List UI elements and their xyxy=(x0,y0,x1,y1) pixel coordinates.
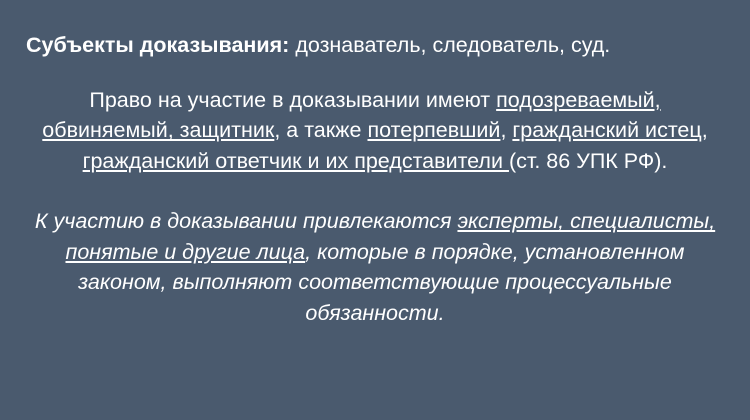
paragraph-subjects xyxy=(26,32,724,59)
participation-text-3: , xyxy=(500,118,513,143)
subjects-lead-label: Субъекты доказывания: xyxy=(26,33,290,57)
paragraph-involved-persons xyxy=(26,206,724,328)
involved-text-1: К участию в доказывании привлекаются xyxy=(34,209,458,234)
participation-text-2: , а также xyxy=(274,118,368,143)
subjects-list-text: дознаватель, следователь, суд. xyxy=(289,33,611,57)
participation-text-1: Право на участие в доказывании имеют xyxy=(89,87,497,112)
involved-text-2: , которые в порядке, установленном законом, выполняют соответствующие процессуальные обязанности. xyxy=(78,239,685,325)
participation-text-4: , xyxy=(701,118,708,143)
participation-citation: (ст. 86 УПК РФ). xyxy=(508,148,668,173)
participation-underline-2: потерпевший xyxy=(367,118,501,143)
paragraph-participation-right xyxy=(26,85,724,177)
participation-underline-4: гражданский ответчик и их представители xyxy=(82,148,509,173)
involved-underline-1: эксперты, специалисты, понятые и другие лица xyxy=(65,209,716,264)
participation-underline-3: гражданский истец xyxy=(512,118,702,143)
participation-underline-1: подозреваемый, обвиняемый, защитник xyxy=(42,87,661,143)
